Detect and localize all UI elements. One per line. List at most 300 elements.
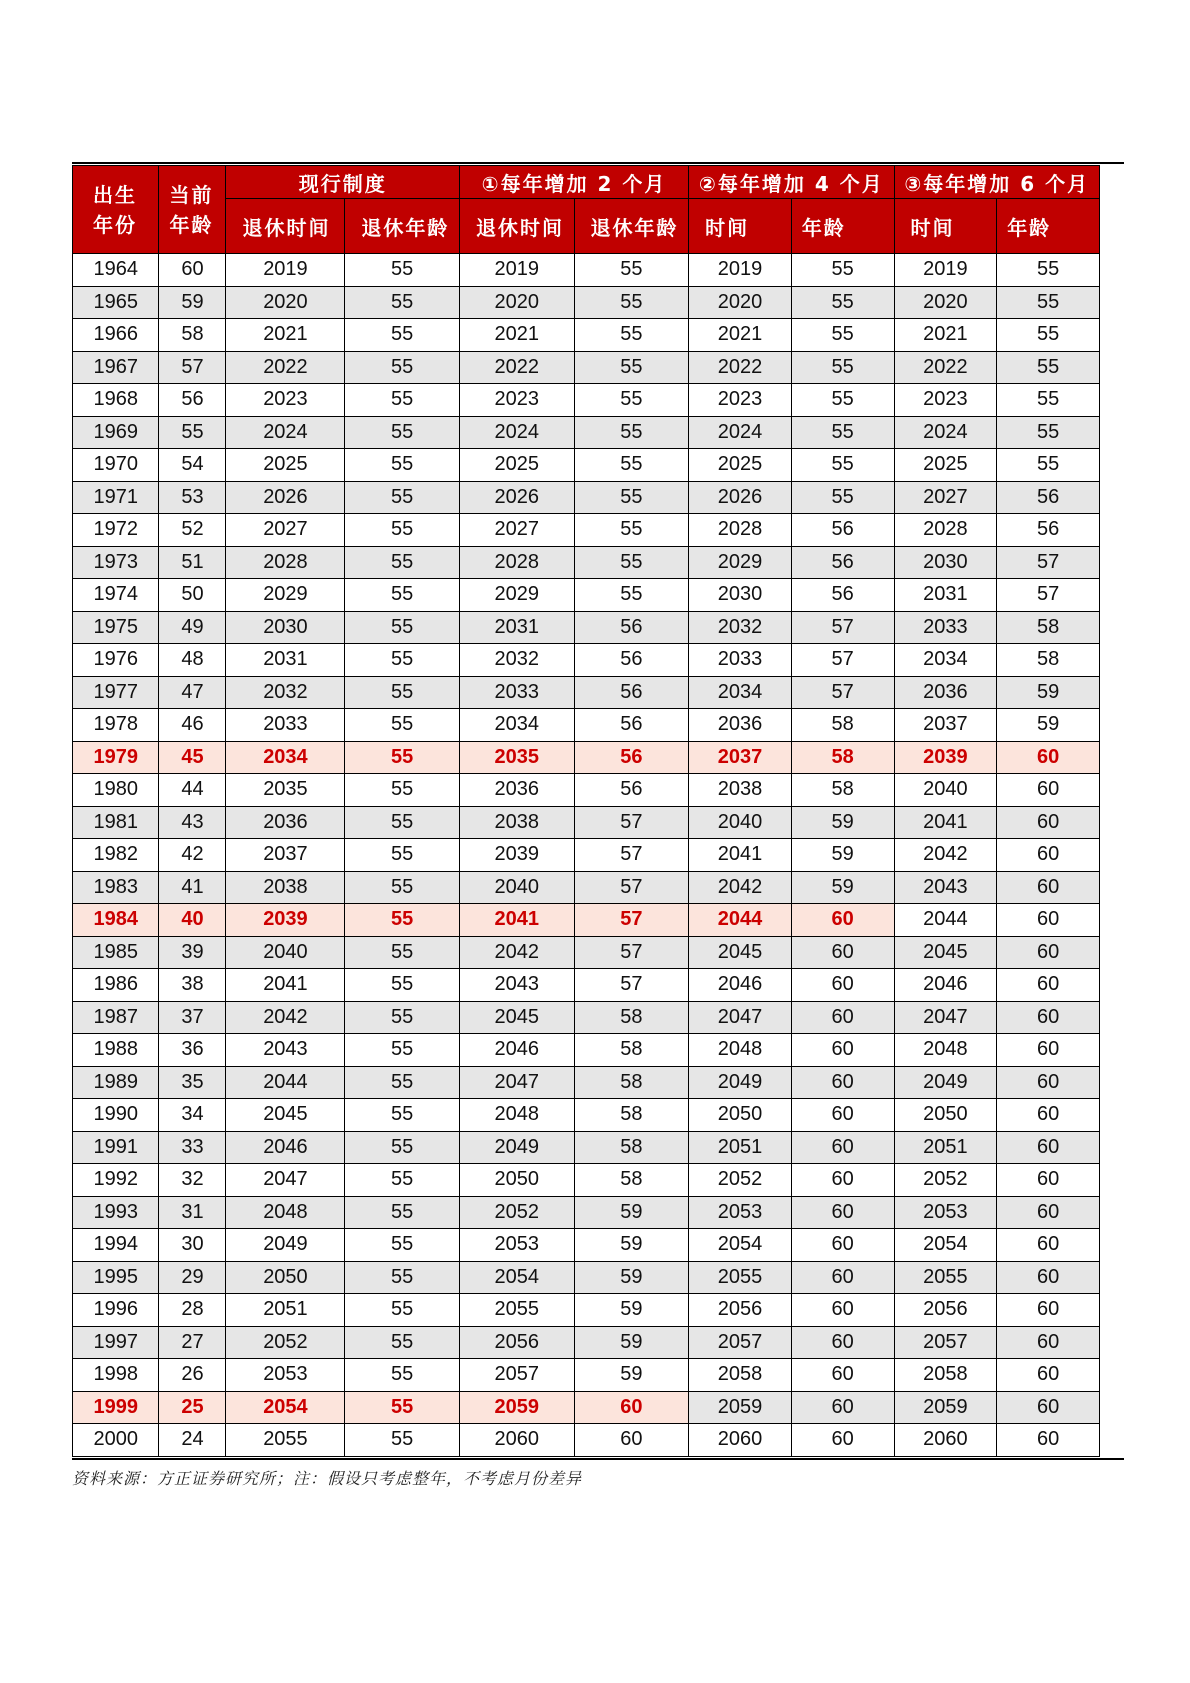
table-cell: 55 [997,449,1100,482]
table-cell: 56 [574,774,689,807]
table-cell: 2022 [689,351,792,384]
table-cell: 2037 [894,709,997,742]
table-cell: 55 [791,351,894,384]
table-cell: 33 [159,1131,226,1164]
table-cell: 60 [791,1099,894,1132]
table-cell: 1981 [73,806,159,839]
table-cell: 60 [791,1001,894,1034]
table-cell: 2039 [894,741,997,774]
table-cell: 2027 [894,481,997,514]
table-cell: 28 [159,1294,226,1327]
table-cell: 1980 [73,774,159,807]
table-cell: 2042 [459,936,574,969]
table-cell: 2034 [459,709,574,742]
table-cell: 2021 [459,319,574,352]
table-cell: 2024 [689,416,792,449]
table-cell: 40 [159,904,226,937]
table-cell: 2023 [689,384,792,417]
table-row [73,644,1100,677]
table-cell: 2027 [459,514,574,547]
table-cell: 2048 [689,1034,792,1067]
table-cell: 2029 [689,546,792,579]
header-sub-retire-time: 退休时间 [459,199,574,254]
table-row [73,254,1100,287]
table-cell: 60 [997,969,1100,1002]
table-cell: 35 [159,1066,226,1099]
table-cell: 55 [345,1099,460,1132]
table-cell: 26 [159,1359,226,1392]
table-cell: 59 [791,806,894,839]
table-cell: 2051 [226,1294,345,1327]
table-row [73,351,1100,384]
table-cell: 55 [345,676,460,709]
table-cell: 2022 [226,351,345,384]
table-cell: 2046 [459,1034,574,1067]
table-cell: 60 [791,1131,894,1164]
table-row [73,1326,1100,1359]
table-row [73,319,1100,352]
table-cell: 58 [574,1099,689,1132]
table-cell: 57 [574,871,689,904]
table-row [73,709,1100,742]
table-cell: 2029 [226,579,345,612]
table-cell: 60 [791,904,894,937]
table-cell: 25 [159,1391,226,1424]
table-cell: 2020 [689,286,792,319]
table-cell: 60 [791,1424,894,1457]
table-cell: 2047 [226,1164,345,1197]
table-cell: 2026 [226,481,345,514]
table-cell: 2054 [226,1391,345,1424]
table-cell: 1988 [73,1034,159,1067]
table-cell: 2051 [894,1131,997,1164]
header-birth-year: 出生 年份 [73,166,159,254]
table-cell: 57 [791,676,894,709]
table-cell: 59 [791,871,894,904]
table-cell: 57 [997,546,1100,579]
table-cell: 2031 [894,579,997,612]
retirement-age-table [72,165,1100,1457]
table-body [73,254,1100,1457]
table-cell: 1973 [73,546,159,579]
table-cell: 60 [159,254,226,287]
table-cell: 57 [997,579,1100,612]
table-cell: 60 [791,1359,894,1392]
table-cell: 2023 [894,384,997,417]
table-cell: 2040 [226,936,345,969]
table-cell: 2025 [689,449,792,482]
table-cell: 55 [574,319,689,352]
table-cell: 1964 [73,254,159,287]
table-cell: 59 [574,1359,689,1392]
table-row [73,871,1100,904]
table-cell: 1974 [73,579,159,612]
table-cell: 55 [345,904,460,937]
table-cell: 60 [791,1066,894,1099]
table-cell: 60 [997,1326,1100,1359]
table-cell: 55 [997,254,1100,287]
table-cell: 2052 [689,1164,792,1197]
table-cell: 2036 [894,676,997,709]
table-cell: 59 [574,1196,689,1229]
table-cell: 34 [159,1099,226,1132]
table-cell: 2046 [226,1131,345,1164]
table-cell: 2053 [459,1229,574,1262]
table-cell: 2028 [226,546,345,579]
table-cell: 55 [791,254,894,287]
table-cell: 2021 [689,319,792,352]
table-cell: 55 [345,644,460,677]
table-cell: 2057 [459,1359,574,1392]
table-cell: 60 [997,1066,1100,1099]
table-cell: 2045 [459,1001,574,1034]
table-cell: 2036 [226,806,345,839]
table-cell: 41 [159,871,226,904]
table-cell: 2043 [226,1034,345,1067]
table-cell: 55 [791,416,894,449]
table-cell: 2044 [689,904,792,937]
table-cell: 1966 [73,319,159,352]
table-cell: 2023 [459,384,574,417]
table-cell: 60 [791,1326,894,1359]
table-cell: 55 [345,449,460,482]
table-cell: 56 [791,546,894,579]
table-cell: 59 [574,1326,689,1359]
table-cell: 2028 [459,546,574,579]
table-cell: 2060 [689,1424,792,1457]
table-cell: 2028 [894,514,997,547]
table-row [73,774,1100,807]
table-cell: 58 [159,319,226,352]
table-cell: 39 [159,936,226,969]
table-cell: 60 [997,1034,1100,1067]
table-cell: 1979 [73,741,159,774]
table-cell: 60 [791,1261,894,1294]
table-cell: 58 [791,741,894,774]
table-cell: 2022 [894,351,997,384]
table-cell: 2024 [894,416,997,449]
table-cell: 2040 [689,806,792,839]
header-sub-age: 年龄 [791,199,894,254]
table-cell: 58 [574,1164,689,1197]
header-sub-time: 时间 [689,199,792,254]
table-cell: 2034 [689,676,792,709]
table-cell: 2026 [459,481,574,514]
table-row [73,1131,1100,1164]
table-cell: 55 [791,481,894,514]
table-cell: 2045 [894,936,997,969]
table-cell: 57 [574,936,689,969]
table-cell: 55 [345,416,460,449]
table-cell: 2019 [894,254,997,287]
table-cell: 55 [574,481,689,514]
table-cell: 60 [574,1424,689,1457]
table-cell: 1984 [73,904,159,937]
table-cell: 55 [574,449,689,482]
table-cell: 2029 [459,579,574,612]
table-cell: 55 [574,351,689,384]
table-cell: 55 [345,1196,460,1229]
table-cell: 60 [997,1391,1100,1424]
table-cell: 55 [345,1424,460,1457]
table-cell: 60 [791,1229,894,1262]
table-cell: 2042 [689,871,792,904]
table-cell: 2048 [226,1196,345,1229]
table-cell: 55 [345,969,460,1002]
table-cell: 2036 [459,774,574,807]
table-cell: 2045 [689,936,792,969]
table-cell: 55 [345,514,460,547]
table-cell: 2047 [459,1066,574,1099]
table-cell: 2019 [226,254,345,287]
table-cell: 58 [574,1131,689,1164]
table-cell: 59 [791,839,894,872]
table-row [73,449,1100,482]
table-row [73,806,1100,839]
table-cell: 1977 [73,676,159,709]
table-cell: 2059 [459,1391,574,1424]
table-cell: 55 [997,351,1100,384]
table-cell: 1969 [73,416,159,449]
table-cell: 59 [574,1229,689,1262]
table-cell: 60 [997,1229,1100,1262]
table-cell: 1992 [73,1164,159,1197]
table-cell: 1968 [73,384,159,417]
table-cell: 2044 [226,1066,345,1099]
table-cell: 2030 [689,579,792,612]
table-cell: 59 [997,709,1100,742]
table-cell: 55 [345,1326,460,1359]
table-cell: 2055 [894,1261,997,1294]
table-cell: 2060 [894,1424,997,1457]
table-cell: 2045 [226,1099,345,1132]
table-row [73,546,1100,579]
table-cell: 57 [791,644,894,677]
table-cell: 2052 [226,1326,345,1359]
table-cell: 1982 [73,839,159,872]
table-cell: 59 [574,1294,689,1327]
table-cell: 1998 [73,1359,159,1392]
table-row [73,514,1100,547]
table-cell: 2030 [894,546,997,579]
table-cell: 58 [574,1001,689,1034]
table-cell: 2059 [689,1391,792,1424]
table-cell: 60 [791,1391,894,1424]
header-group-plan-1: ①每年增加 2 个月 [459,166,688,199]
table-cell: 1972 [73,514,159,547]
table-cell: 2032 [689,611,792,644]
table-cell: 59 [997,676,1100,709]
table-cell: 2019 [689,254,792,287]
table-cell: 55 [345,384,460,417]
table-cell: 2049 [689,1066,792,1099]
table-row [73,579,1100,612]
table-cell: 55 [345,254,460,287]
table-cell: 55 [345,1164,460,1197]
table-cell: 55 [345,579,460,612]
table-row [73,1034,1100,1067]
table-cell: 2028 [689,514,792,547]
table-cell: 2054 [689,1229,792,1262]
table-cell: 60 [997,1001,1100,1034]
table-cell: 55 [345,1034,460,1067]
table-cell: 1986 [73,969,159,1002]
table-row [73,286,1100,319]
table-cell: 57 [574,969,689,1002]
table-cell: 1985 [73,936,159,969]
table-cell: 2057 [894,1326,997,1359]
table-cell: 55 [345,1359,460,1392]
table-cell: 1970 [73,449,159,482]
table-cell: 1976 [73,644,159,677]
table-cell: 2052 [894,1164,997,1197]
table-cell: 60 [997,936,1100,969]
table-cell: 55 [345,1229,460,1262]
table-cell: 60 [791,1294,894,1327]
table-row [73,1294,1100,1327]
table-cell: 49 [159,611,226,644]
table-cell: 60 [997,1131,1100,1164]
table-cell: 27 [159,1326,226,1359]
table-cell: 2050 [894,1099,997,1132]
table-cell: 2036 [689,709,792,742]
table-cell: 1971 [73,481,159,514]
table-cell: 2055 [459,1294,574,1327]
table-cell: 29 [159,1261,226,1294]
table-cell: 55 [345,1294,460,1327]
table-cell: 2032 [226,676,345,709]
table-cell: 55 [345,709,460,742]
table-cell: 60 [791,1164,894,1197]
table-cell: 55 [574,546,689,579]
table-cell: 2052 [459,1196,574,1229]
table-cell: 55 [574,514,689,547]
table-cell: 56 [574,741,689,774]
table-cell: 2039 [226,904,345,937]
header-group-plan-2: ②每年增加 4 个月 [689,166,894,199]
table-cell: 2042 [226,1001,345,1034]
table-cell: 2030 [226,611,345,644]
table-row [73,1391,1100,1424]
table-cell: 55 [345,481,460,514]
table-cell: 60 [997,839,1100,872]
table-cell: 60 [997,904,1100,937]
table-cell: 59 [159,286,226,319]
table-cell: 44 [159,774,226,807]
table-cell: 1978 [73,709,159,742]
table-cell: 55 [345,936,460,969]
table-cell: 55 [574,286,689,319]
table-cell: 1994 [73,1229,159,1262]
table-cell: 2034 [894,644,997,677]
table-cell: 55 [345,286,460,319]
table-cell: 1993 [73,1196,159,1229]
table-cell: 60 [791,1034,894,1067]
table-cell: 2033 [894,611,997,644]
table-cell: 2031 [226,644,345,677]
table-cell: 2027 [226,514,345,547]
table-cell: 2056 [894,1294,997,1327]
table-cell: 2057 [689,1326,792,1359]
table-cell: 56 [159,384,226,417]
table-cell: 2060 [459,1424,574,1457]
table-cell: 2049 [894,1066,997,1099]
table-cell: 55 [159,416,226,449]
table-cell: 56 [791,579,894,612]
table-cell: 2033 [689,644,792,677]
top-rule [72,162,1124,164]
table-cell: 54 [159,449,226,482]
table-cell: 59 [574,1261,689,1294]
table-cell: 60 [997,871,1100,904]
table-cell: 2041 [226,969,345,1002]
table-cell: 2043 [459,969,574,1002]
table-cell: 58 [574,1066,689,1099]
table-cell: 55 [345,806,460,839]
table-cell: 2051 [689,1131,792,1164]
table-cell: 56 [574,611,689,644]
table-cell: 2025 [459,449,574,482]
table-cell: 55 [574,384,689,417]
table-cell: 2020 [226,286,345,319]
table-cell: 1997 [73,1326,159,1359]
table-cell: 45 [159,741,226,774]
table-cell: 52 [159,514,226,547]
table-row [73,969,1100,1002]
table-cell: 53 [159,481,226,514]
table-cell: 56 [997,481,1100,514]
table-cell: 38 [159,969,226,1002]
table-cell: 2050 [689,1099,792,1132]
table-cell: 2025 [226,449,345,482]
table-cell: 32 [159,1164,226,1197]
table-cell: 2054 [459,1261,574,1294]
table-cell: 60 [997,1164,1100,1197]
table-cell: 1995 [73,1261,159,1294]
table-cell: 2032 [459,644,574,677]
table-cell: 31 [159,1196,226,1229]
table-row [73,416,1100,449]
source-footnote: 资料来源：方正证券研究所；注：假设只考虑整年，不考虑月份差异 [72,1469,583,1488]
table-cell: 2025 [894,449,997,482]
table-cell: 60 [997,806,1100,839]
table-cell: 2021 [894,319,997,352]
table-cell: 1996 [73,1294,159,1327]
table-cell: 2024 [226,416,345,449]
table-cell: 57 [574,904,689,937]
table-row [73,676,1100,709]
table-cell: 2038 [689,774,792,807]
table-cell: 2038 [459,806,574,839]
table-cell: 24 [159,1424,226,1457]
table-cell: 2023 [226,384,345,417]
table-cell: 55 [345,1066,460,1099]
table-cell: 56 [574,644,689,677]
table-cell: 2054 [894,1229,997,1262]
table-cell: 46 [159,709,226,742]
table-cell: 1967 [73,351,159,384]
table-cell: 2056 [689,1294,792,1327]
table-cell: 2050 [459,1164,574,1197]
table-cell: 60 [997,1424,1100,1457]
table-cell: 60 [574,1391,689,1424]
table-cell: 2047 [689,1001,792,1034]
table-cell: 55 [574,416,689,449]
table-cell: 2044 [894,904,997,937]
table-cell: 55 [345,319,460,352]
table-cell: 2033 [459,676,574,709]
table-row [73,1164,1100,1197]
